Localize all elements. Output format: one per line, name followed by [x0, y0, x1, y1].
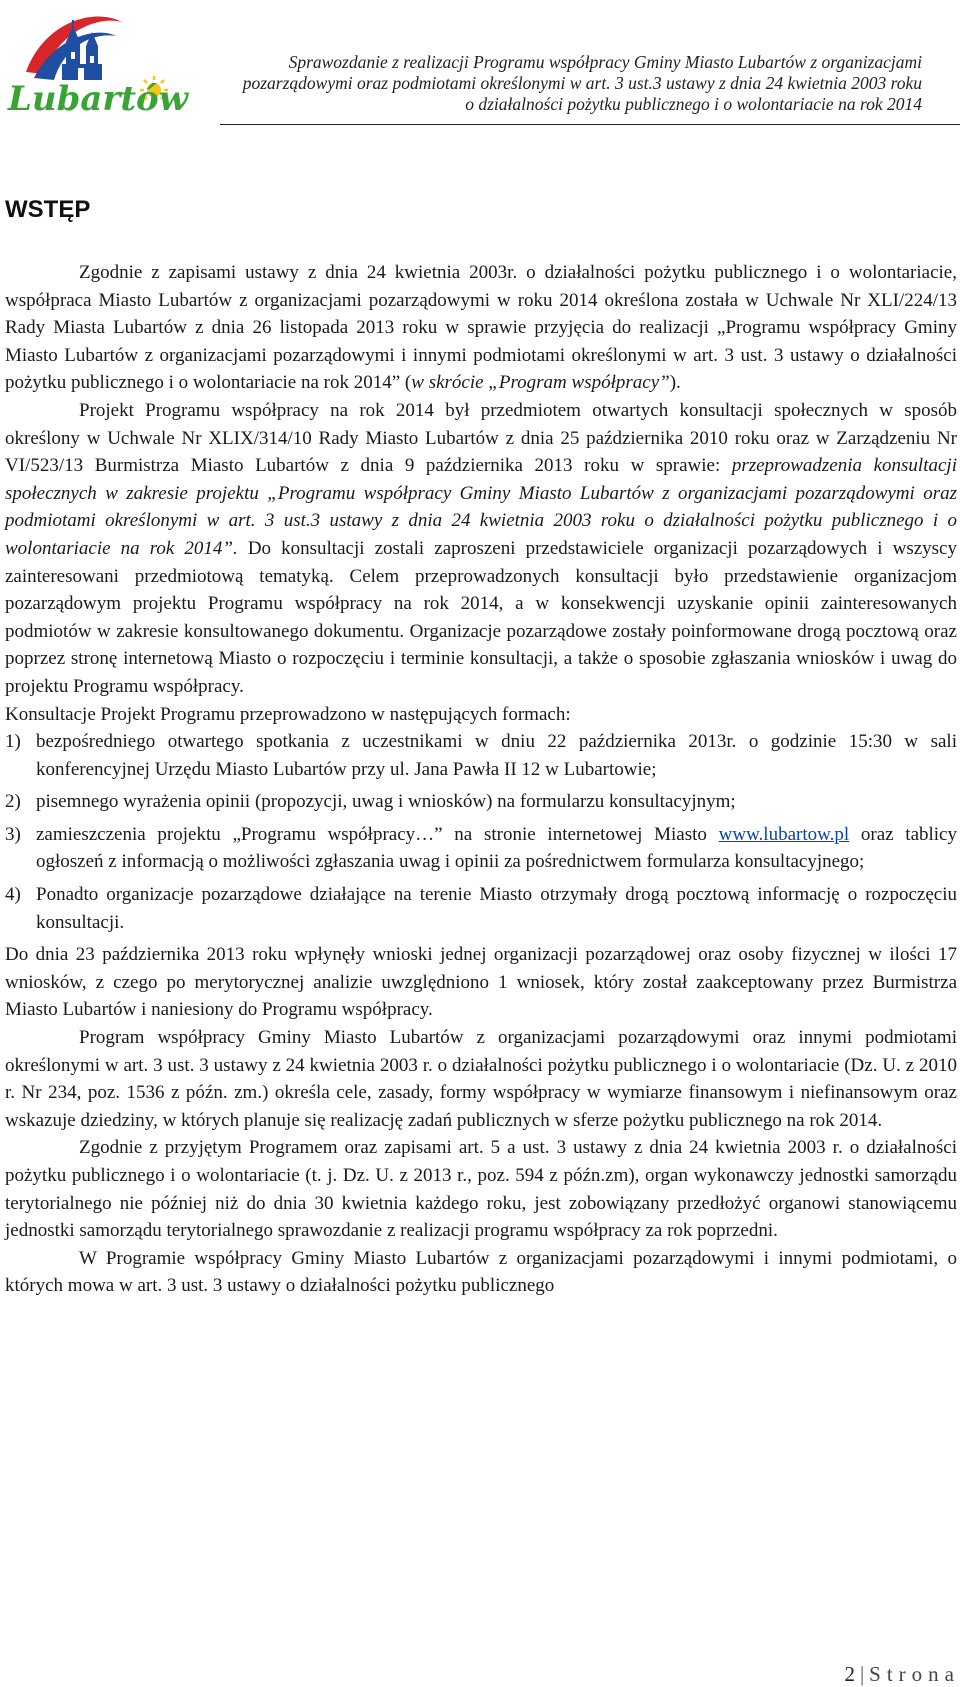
section-heading: WSTĘP	[5, 196, 91, 223]
list-item-text: pisemnego wyrażenia opinii (propozycji, uwag i wniosków) na formularzu konsultacyjnym;	[36, 791, 736, 813]
report-title	[222, 52, 922, 115]
paragraph: Konsultacje Projekt Programu przeprowadzono w następujących formach:	[5, 703, 571, 725]
list-item-text: zamieszczenia projektu „Programu współpracy…” na stronie internetowej Miasto	[36, 823, 719, 845]
page-footer	[844, 1662, 960, 1687]
page-label: Strona	[869, 1662, 960, 1686]
paragraph-text: ).	[669, 372, 681, 394]
website-link[interactable]: www.lubartow.pl	[718, 823, 850, 845]
paragraph	[5, 259, 957, 397]
list-number: 2)	[5, 791, 21, 813]
list-number: 3)	[5, 823, 21, 845]
lubartow-logo	[4, 2, 194, 120]
paragraph: Do dnia 23 października 2013 roku wpłynęły wnioski jednej organizacji pozarządowej oraz osoby fizycznej w ilości 17 wniosków, z czego po merytorycznej analizie uwzględniono 1 wniosek, który został zaakceptowany przez Burmistrza Miasto Lubartów i naniesiony do Programu współpracy.	[5, 944, 957, 1021]
list-number: 4)	[5, 884, 21, 906]
list-item-text: oraz tablicy ogłoszeń z informacją o możliwości zgłaszania uwag i opinii za pośrednictwem formularza konsultacyjnego;	[36, 823, 957, 873]
paragraph: Zgodnie z przyjętym Programem oraz zapisami art. 5 a ust. 3 ustawy z dnia 24 kwietnia 2003 r. o działalności pożytku publicznego i o wolontariacie (t. j. Dz. U. z 2013 r., poz. 594 z późn.zm), organ wykonawczy jednostki samorządu terytorialnego nie później niż do dnia 30 kwietnia każdego roku, jest zobowiązany przedłożyć organowi stanowiącemu jednostki samorządu terytorialnego sprawozdanie z realizacji programu współpracy za rok poprzedni.	[5, 1137, 957, 1242]
consultation-forms-list	[5, 728, 957, 936]
paragraph-italic-text: przeprowadzenia konsultacji społecznych w zakresie projektu „Programu współpracy Gminy Miasto Lubartów z organizacjami pozarządowymi oraz podmiotami określonymi w art. 3 ust.3 ustawy z dnia 24 kwietnia 2003 roku o działalności pożytku publicznego i o wolontariacie na rok 2014”.	[5, 455, 957, 559]
paragraph: Program współpracy Gminy Miasto Lubartów z organizacjami pozarządowymi oraz innymi podmiotami określonymi w art. 3 ust. 3 ustawy z 24 kwietnia 2003 r. o działalności pożytku publicznego i o wolontariacie (Dz. U. z 2010 r. Nr 234, poz. 1536 z późn. zm.) określa cele, zasady, formy współpracy w wymiarze finansowym i niefinansowym oraz wskazuje dziedziny, w których planuje się realizację zadań publicznych w sferze pożytku publicznego na rok 2014.	[5, 1027, 957, 1131]
list-item	[5, 728, 957, 783]
paragraph-text: Do konsultacji zostali zaproszeni przedstawiciele organizacji pozarządowych i wszyscy zainteresowani przedmiotową tematyką. Celem przeprowadzonych konsultacji było przedstawienie organizacjom pozarządowym projektu Programu współpracy na rok 2014, a w konsekwencji uzyskanie opinii zainteresowanych podmiotów w zakresie konsultowanego dokumentu. Organizacje pozarządowe zostały poinformowane drogą pocztową oraz poprzez stronę internetową Miasto o rozpoczęciu i terminie konsultacji, a także o sposobie zgłaszania wniosków i uwag do projektu Programu współpracy.	[5, 537, 957, 697]
header-divider	[220, 124, 960, 125]
paragraph	[5, 397, 957, 701]
list-item	[5, 881, 957, 936]
paragraph: W Programie współpracy Gminy Miasto Lubartów z organizacjami pozarządowymi i innymi podmiotami, o których mowa w art. 3 ust. 3 ustawy o działalności pożytku publicznego	[5, 1247, 957, 1297]
document-body	[5, 259, 957, 1300]
paragraph-text: Projekt Programu współpracy na rok 2014 był przedmiotem otwartych konsultacji społecznych w sposób określony w Uchwale Nr XLIX/314/10 Rady Miasto Lubartów z dnia 25 października 2010 roku oraz w Zarządzeniu Nr VI/523/13 Burmistrza Miasto Lubartów z dnia 9 października 2013 roku w sprawie:	[5, 399, 957, 477]
page-number: 2	[844, 1662, 856, 1686]
paragraph-text: Zgodnie z zapisami ustawy z dnia 24 kwietnia 2003r. o działalności pożytku publicznego i o wolontariacie, współpraca Miasto Lubartów z organizacjami pozarządowymi w roku 2014 określona została w Uchwale Nr XLI/224/13 Rady Miasta Lubartów z dnia 26 listopada 2013 roku w sprawie przyjęcia do realizacji „Programu współpracy Gminy Miasto Lubartów z organizacjami pozarządowymi i innymi podmiotami określonymi w art. 3 ust. 3 ustawy o działalności pożytku publicznego i o wolontariacie na rok 2014” (	[5, 262, 957, 394]
list-item-text: Ponadto organizacje pozarządowe działające na terenie Miasto otrzymały drogą pocztową informację o rozpoczęciu konsultacji.	[36, 884, 957, 933]
list-item	[5, 821, 957, 876]
list-item	[5, 788, 957, 816]
report-title-line: Sprawozdanie z realizacji Programu współpracy Gminy Miasto Lubartów z organizacjami	[288, 52, 922, 72]
footer-separator: |	[859, 1662, 866, 1686]
list-number: 1)	[5, 731, 21, 753]
svg-text:Lubartów: Lubartów	[8, 79, 188, 119]
report-title-line: pozarządowymi oraz podmiotami określonymi w art. 3 ust.3 ustawy z dnia 24 kwietnia 2003 roku	[242, 73, 922, 93]
page-header	[0, 0, 960, 130]
list-item-text: bezpośredniego otwartego spotkania z uczestnikami w dniu 22 października 2013r. o godzinie 15:30 w sali konferencyjnej Urzędu Miasto Lubartów przy ul. Jana Pawła II 12 w Lubartowie;	[36, 731, 957, 780]
paragraph-italic-text: w skrócie „Program współpracy”	[411, 372, 670, 394]
report-title-line: o działalności pożytku publicznego i o wolontariacie na rok 2014	[465, 94, 922, 114]
